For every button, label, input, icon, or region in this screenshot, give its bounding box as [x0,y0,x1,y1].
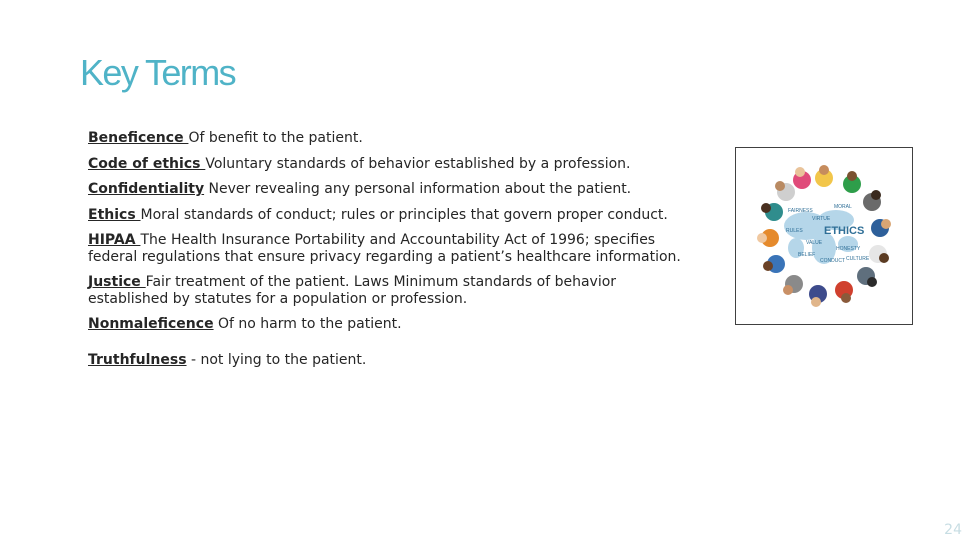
word-cloud-word: HONESTY [836,246,861,252]
person-figure [783,275,803,295]
page-number: 24 [944,522,962,538]
person-figure [793,167,811,189]
ethics-people-circle-image [735,147,913,325]
term-definition: Fair treatment of the patient. Laws Minimum standards of behavior established by statutes for a population or profession. [88,274,617,307]
person-figure [857,267,877,287]
term-beneficence [88,130,688,147]
term-label: Justice [88,274,146,290]
person-figure [843,171,861,193]
person-figure [809,285,827,307]
key-terms-list [88,130,688,377]
word-cloud-word: BELIEF [798,252,816,258]
term-definition: Voluntary standards of behavior established by a profession. [205,155,631,172]
word-cloud-word: MORAL [834,204,852,210]
word-cloud-word: RULES [786,228,803,234]
term-ethics [88,207,688,224]
term-definition: Of no harm to the patient. [213,316,402,332]
word-cloud-word: FAIRNESS [788,208,813,214]
word-cloud-word: CONDUCT [820,258,845,264]
word-cloud-headline: ETHICS [824,225,865,237]
term-nonmaleficence [88,316,688,333]
term-label: Confidentiality [88,181,205,197]
word-cloud-word: VIRTUE [812,216,831,222]
person-figure [775,181,795,201]
term-truthfulness [88,352,688,369]
term-definition: - not lying to the patient. [186,351,367,368]
word-cloud-word: VALUE [806,240,823,246]
term-label: Code of ethics [88,155,206,172]
term-definition: The Health Insurance Portability and Accountability Act of 1996; specifies federal regulations that ensure privacy regarding a patient’s healthcare information. [88,232,681,265]
term-definition: Moral standards of conduct; rules or principles that govern proper conduct. [140,206,668,223]
person-figure [763,255,785,273]
person-figure [761,203,783,221]
term-confidentiality [88,181,688,198]
term-label: Truthfulness [88,351,187,368]
term-label: Nonmaleficence [88,316,214,332]
person-figure [869,245,889,263]
person-figure [757,229,779,247]
ethics-illustration [736,148,912,324]
term-definition: Never revealing any personal information about the patient. [204,181,632,197]
term-label: Ethics [88,206,141,223]
person-figure [871,219,891,237]
person-figure [835,281,853,303]
person-figure [863,190,881,211]
slide-title: Key Terms [80,52,235,93]
word-cloud-word: CULTURE [846,256,870,262]
person-figure [815,165,833,187]
term-justice [88,274,688,307]
term-hipaa [88,232,688,265]
term-code-of-ethics [88,156,688,173]
term-definition: Of benefit to the patient. [188,130,363,146]
term-label: Beneficence [88,130,189,146]
term-label: HIPAA [88,232,141,248]
